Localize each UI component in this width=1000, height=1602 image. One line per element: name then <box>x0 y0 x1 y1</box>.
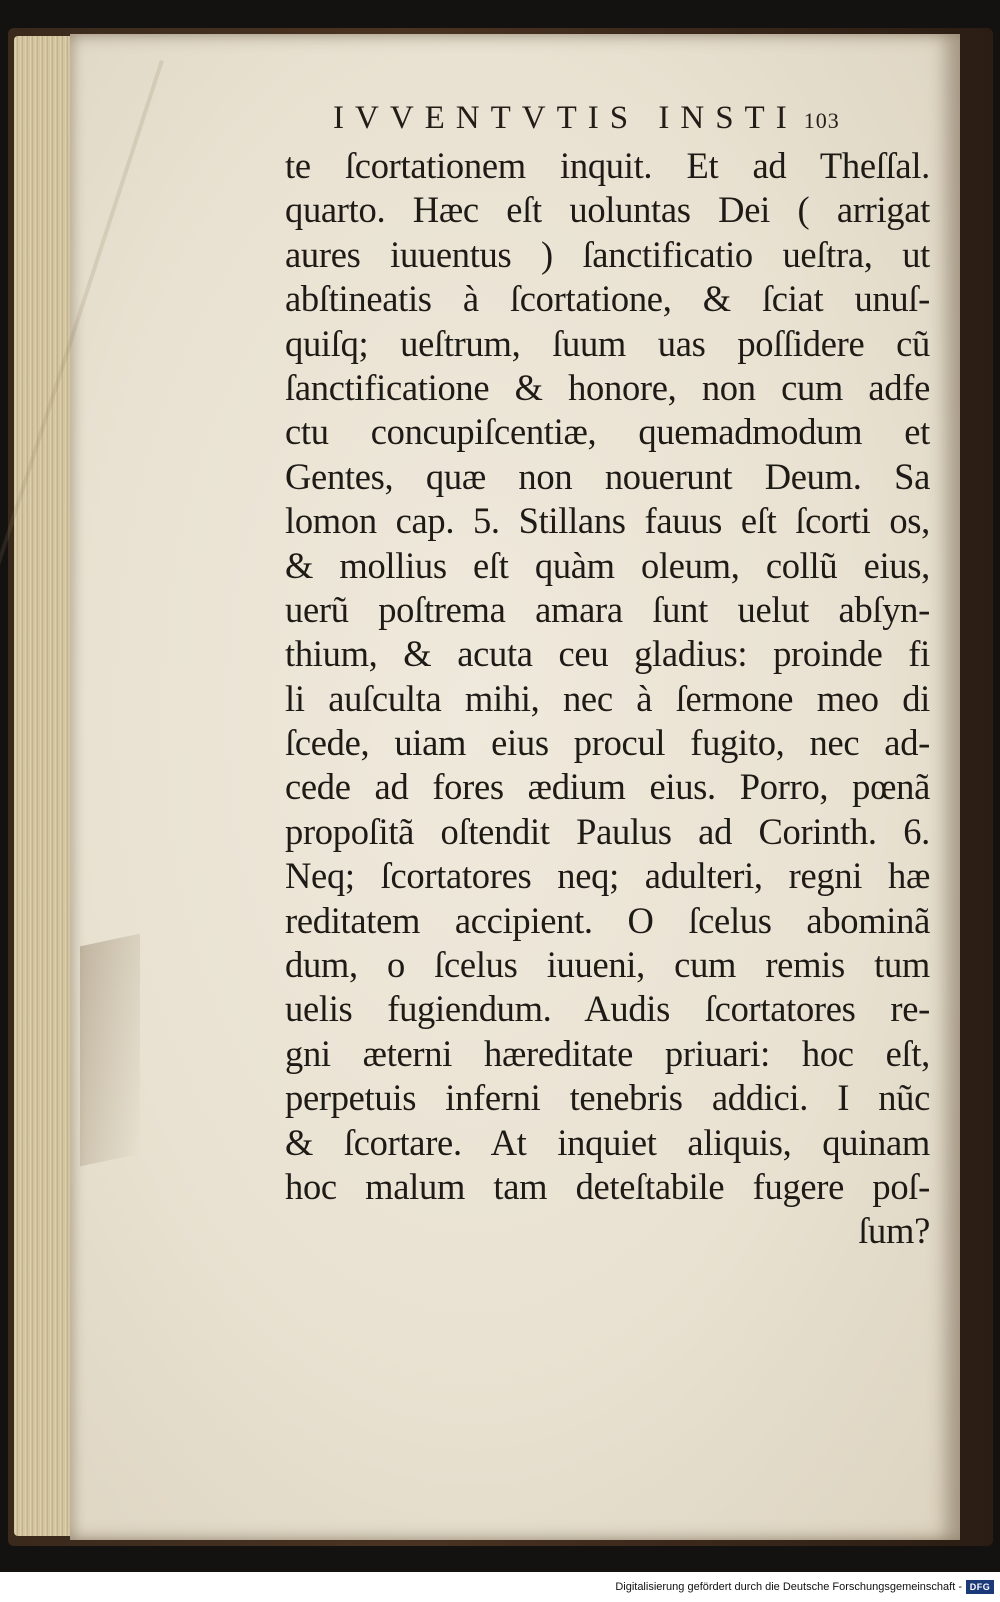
text-line: ſum? <box>858 1210 930 1252</box>
text-line: ctu concupiſcentiæ, quemadmodum et <box>285 411 930 453</box>
text-line: & ſcortare. At inquiet aliquis, quinam <box>285 1121 930 1163</box>
running-head-title: IVVENTVTIS INSTI <box>333 100 798 136</box>
text-line: abſtineatis à ſcortatione, & ſciat unuſ- <box>285 278 930 320</box>
text-line: ſcede, uiam eius procul fugito, nec ad- <box>285 722 930 764</box>
text-line: dum, o ſcelus iuueni, cum remis tum <box>285 944 930 986</box>
text-line: hoc malum tam deteſtabile fugere poſ- <box>285 1165 930 1207</box>
text-line: cede ad fores ædium eius. Porro, pœnã <box>285 766 930 808</box>
page-text-block <box>285 92 930 1254</box>
digitization-credit: Digitalisierung gefördert durch die Deutsche Forschungsgemeinschaft - <box>615 1581 962 1593</box>
text-line: Gentes, quæ non nouerunt Deum. Sa <box>285 455 930 497</box>
text-line: uelis fugiendum. Audis ſcortatores re- <box>285 988 930 1030</box>
page-damage <box>80 934 140 1167</box>
text-line: quiſq; ueſtrum, ſuum uas poſſidere cũ <box>285 322 930 364</box>
text-line: aures iuuentus ) ſanctificatio ueſtra, ut <box>285 233 930 275</box>
text-line: lomon cap. 5. Stillans fauus eſt ſcorti os, <box>285 500 930 542</box>
text-line: reditatem accipient. O ſcelus abominã <box>285 899 930 941</box>
text-line: perpetuis inferni tenebris addici. I nũc <box>285 1077 930 1119</box>
text-line: li auſculta mihi, nec à ſermone meo di <box>285 677 930 719</box>
text-line: propoſitã oſtendit Paulus ad Corinth. 6. <box>285 810 930 852</box>
text-line: quarto. Hæc eſt uoluntas Dei ( arrigat <box>285 189 930 231</box>
dfg-logo: DFG <box>966 1580 994 1594</box>
text-line: uerũ poſtrema amara ſunt uelut abſyn- <box>285 588 930 630</box>
text-line: & mollius eſt quàm oleum, collũ eius, <box>285 544 930 586</box>
text-line: te ſcortationem inquit. Et ad Theſſal. <box>285 145 930 186</box>
text-line: ſanctificatione & honore, non cum adfe <box>285 366 930 408</box>
text-lines <box>285 144 930 1254</box>
text-line: thium, & acuta ceu gladius: proinde fi <box>285 633 930 675</box>
running-head <box>333 92 930 144</box>
page-number: 103 <box>803 108 840 133</box>
text-line: gni æterni hæreditate priuari: hoc eſt, <box>285 1032 930 1074</box>
text-line: Neq; ſcortatores neq; adulteri, regni hæ <box>285 855 930 897</box>
